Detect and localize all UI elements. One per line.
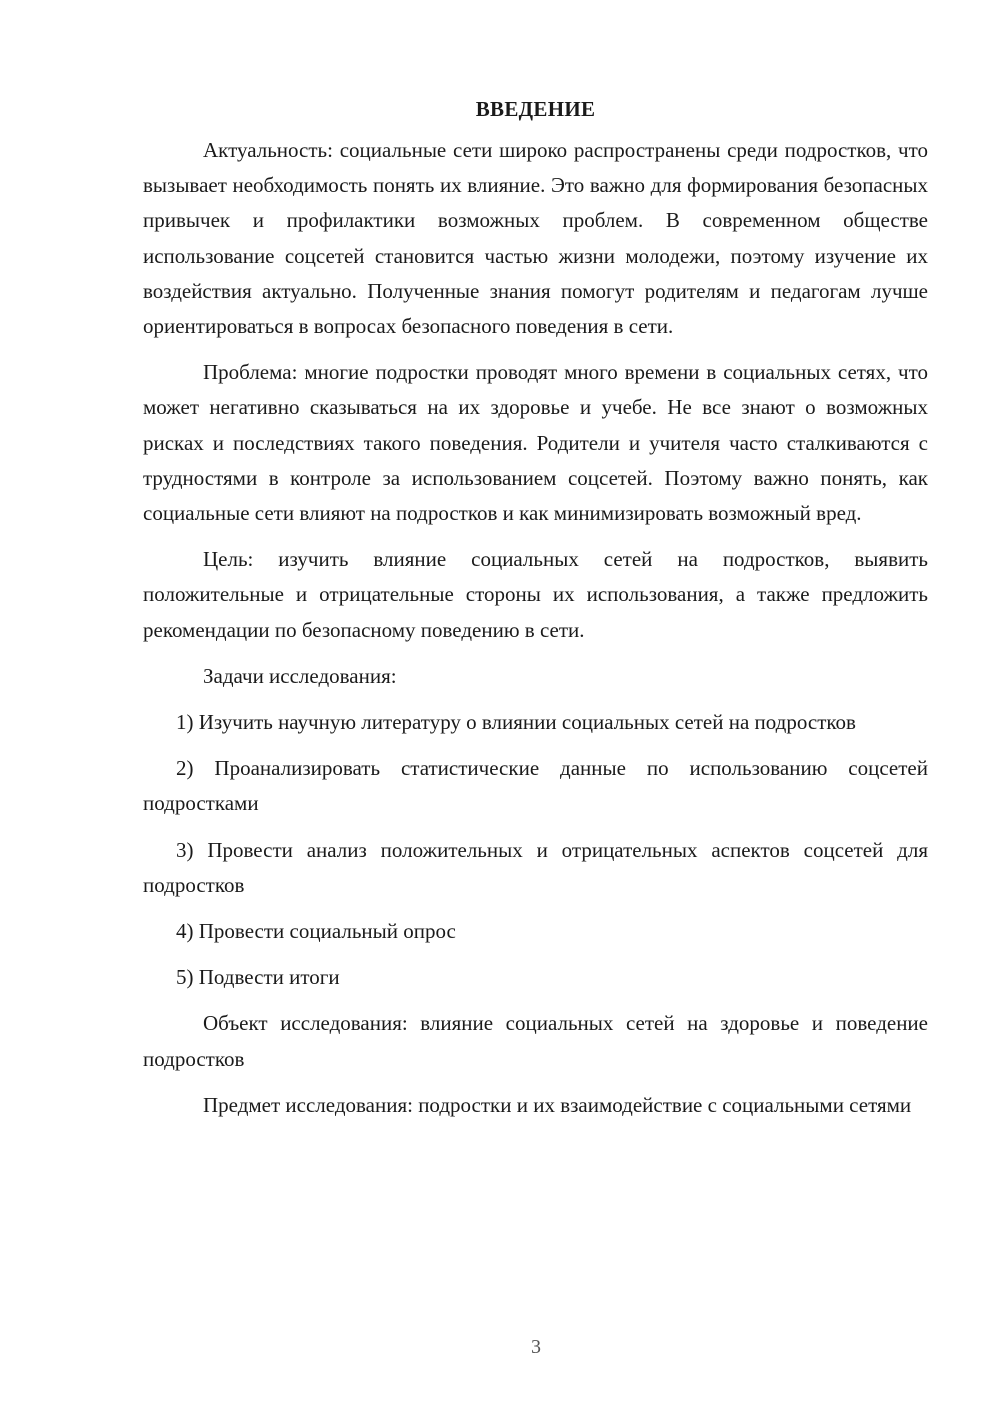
subject-paragraph: Предмет исследования: подростки и их взаимодействие с социальными сетями — [203, 1092, 912, 1117]
problem-paragraph: Проблема: многие подростки проводят много времени в социальных сетях, что может негативно сказываться на их здоровье и учебе. Не все знают о возможных рисках и последствиях такого поведения. Родители и учителя часто сталкиваются с трудностями в контроле за использованием соцсетей. Поэтому важно понять, как социальные сети влияют на подростков и как минимизировать возможный вред. — [143, 360, 928, 526]
list-item: 2) Проанализировать статистические данные по использованию соцсетей подростками — [143, 756, 928, 816]
page-number: 3 — [531, 1336, 541, 1358]
object-paragraph: Объект исследования: влияние социальных сетей на здоровье и поведение подростков — [143, 1011, 928, 1071]
list-item: 4) Провести социальный опрос — [176, 919, 456, 944]
goal-paragraph: Цель: изучить влияние социальных сетей на подростков, выявить положительные и отрицательные стороны их использования, а также предложить рекомендации по безопасному поведению в сети. — [143, 547, 928, 642]
page-heading: ВВЕДЕНИЕ — [475, 97, 596, 121]
page-content — [143, 94, 928, 1134]
relevance-paragraph: Актуальность: социальные сети широко распространены среди подростков, что вызывает необходимость понять их влияние. Это важно для формирования безопасных привычек и профилактики возможных проблем. В современном обществе использование соцсетей становится частью жизни молодежи, поэтому изучение их воздействия актуально. Полученные знания помогут родителям и педагогам лучше ориентироваться в вопросах безопасного поведения в сети. — [143, 138, 928, 339]
list-item: 3) Провести анализ положительных и отрицательных аспектов соцсетей для подростков — [143, 837, 928, 897]
list-item: 5) Подвести итоги — [176, 965, 340, 990]
tasks-list — [143, 705, 928, 995]
tasks-heading: Задачи исследования: — [203, 663, 397, 688]
list-item: 1) Изучить научную литературу о влиянии социальных сетей на подростков — [176, 710, 856, 735]
